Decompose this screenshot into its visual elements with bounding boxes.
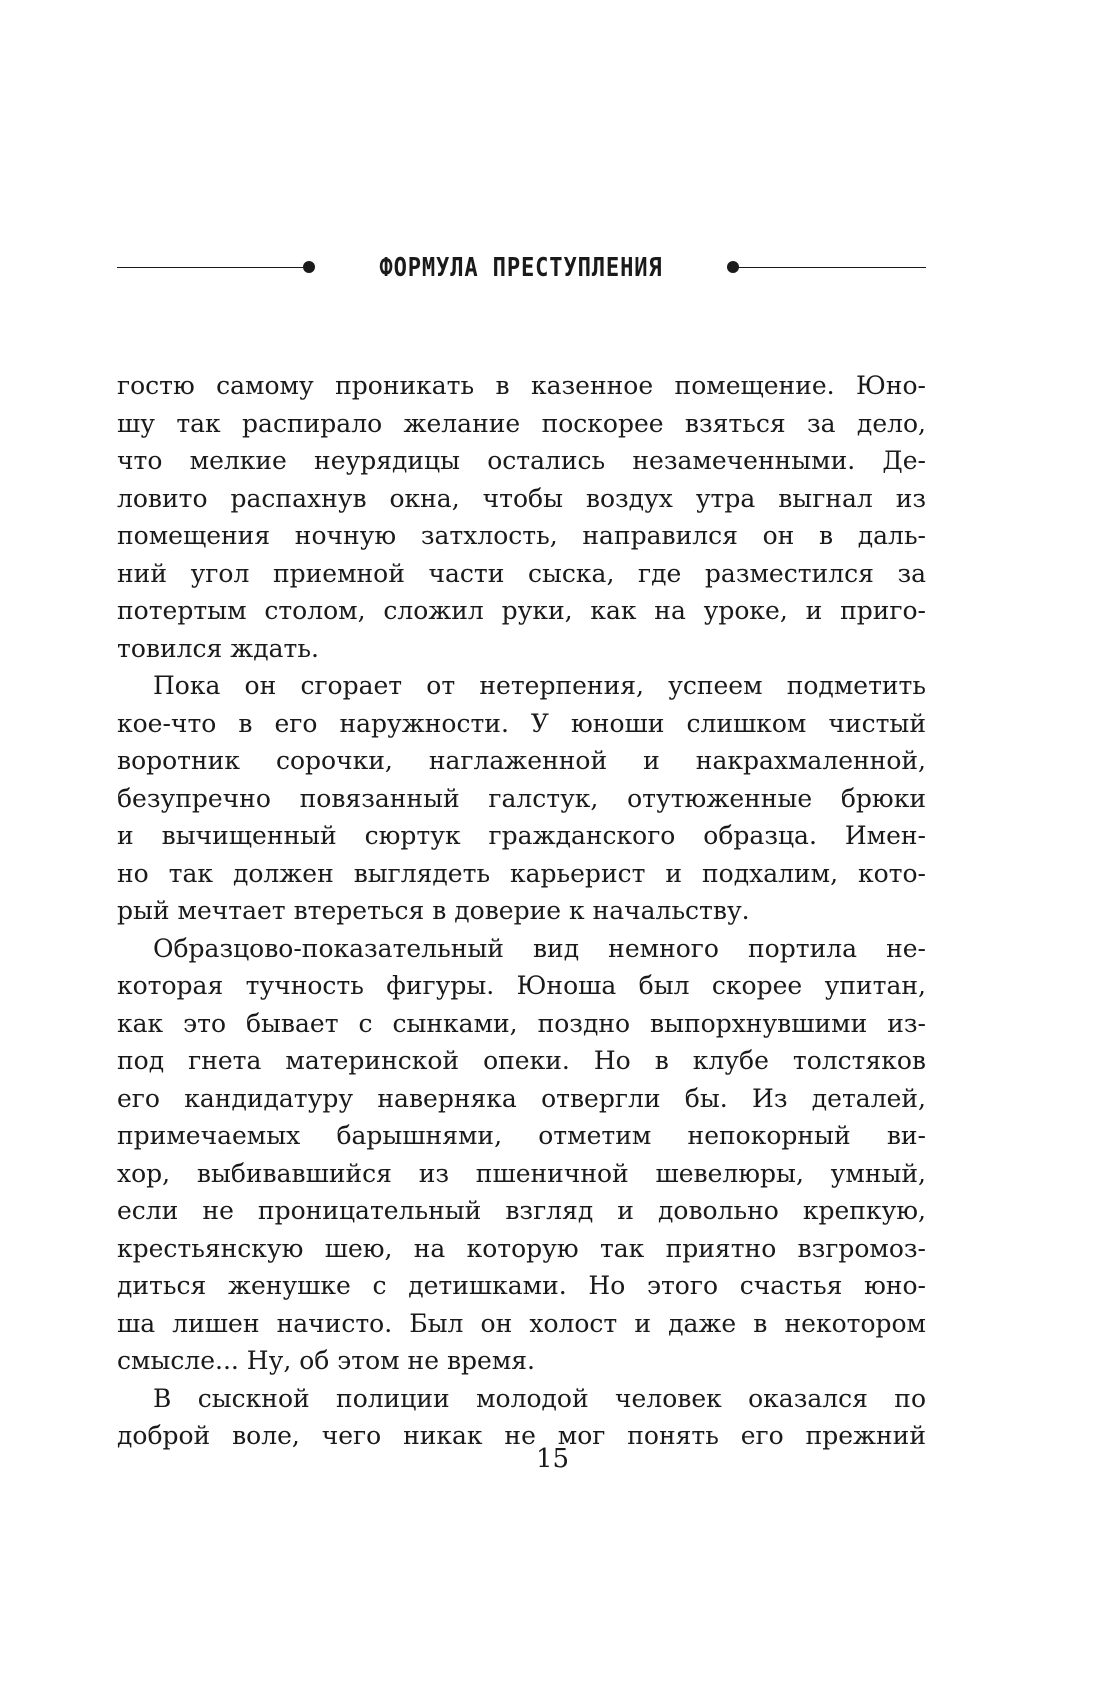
text-line: рый мечтает втереться в доверие к начальству.: [117, 896, 750, 925]
text-line: что мелкие неурядицы остались незамеченными. Де-: [117, 446, 926, 475]
text-line: ша лишен начисто. Был он холост и даже в некотором: [117, 1308, 926, 1338]
text-line: как это бывает с сынками, поздно выпорхнувшими из-: [117, 1008, 926, 1038]
text-line: шу так распирало желание поскорее взяться за дело,: [117, 408, 926, 438]
page-number: 15: [535, 1444, 570, 1474]
text-line: диться женушке с детишками. Но этого счастья юно-: [117, 1271, 926, 1300]
text-line: В сыскной полиции молодой человек оказался по: [153, 1383, 926, 1413]
body-text: [117, 367, 926, 1455]
text-line: потертым столом, сложил руки, как на уроке, и приго-: [117, 596, 926, 625]
text-line: безупречно повязанный галстук, отутюженные брюки: [117, 783, 926, 813]
text-line: воротник сорочки, наглаженной и накрахмаленной,: [117, 746, 926, 775]
running-header-title: ФОРМУЛА ПРЕСТУПЛЕНИЯ: [379, 253, 663, 283]
text-line: если не проницательный взгляд и довольно крепкую,: [117, 1196, 926, 1225]
header-rule-right: [737, 267, 926, 268]
text-line: товился ждать.: [117, 633, 319, 663]
text-line: ний угол приемной части сыска, где разместился за: [117, 558, 926, 588]
text-line: кое-что в его наружности. У юноши слишком чистый: [117, 708, 926, 738]
text-line: гостю самому проникать в казенное помещение. Юно-: [117, 371, 926, 400]
header-bullet-left: [303, 261, 315, 273]
text-line: помещения ночную затхлость, направился он в даль-: [117, 521, 926, 550]
text-line: и вычищенный сюртук гражданского образца. Имен-: [117, 821, 926, 850]
text-line: которая тучность фигуры. Юноша был скорее упитан,: [117, 971, 926, 1000]
header-rule-left: [117, 267, 303, 268]
text-line: смысле... Ну, об этом не время.: [117, 1346, 535, 1375]
text-line: но так должен выглядеть карьерист и подхалим, кото-: [117, 858, 926, 888]
text-line: Образцово-показательный вид немного портила не-: [153, 933, 926, 963]
text-line: примечаемых барышнями, отметим непокорный ви-: [117, 1121, 926, 1150]
text-line: ловито распахнув окна, чтобы воздух утра выгнал из: [117, 483, 926, 513]
text-line: его кандидатуру наверняка отвергли бы. Из деталей,: [117, 1083, 926, 1113]
text-line: доброй воле, чего никак не мог понять его прежний: [117, 1421, 926, 1450]
text-line: под гнета материнской опеки. Но в клубе толстяков: [117, 1046, 926, 1075]
text-line: хор, выбивавшийся из пшеничной шевелюры, умный,: [117, 1158, 926, 1188]
text-line: Пока он сгорает от нетерпения, успеем подметить: [153, 671, 926, 700]
running-header: [117, 253, 926, 283]
text-line: крестьянскую шею, на которую так приятно взгромоз-: [117, 1233, 926, 1263]
